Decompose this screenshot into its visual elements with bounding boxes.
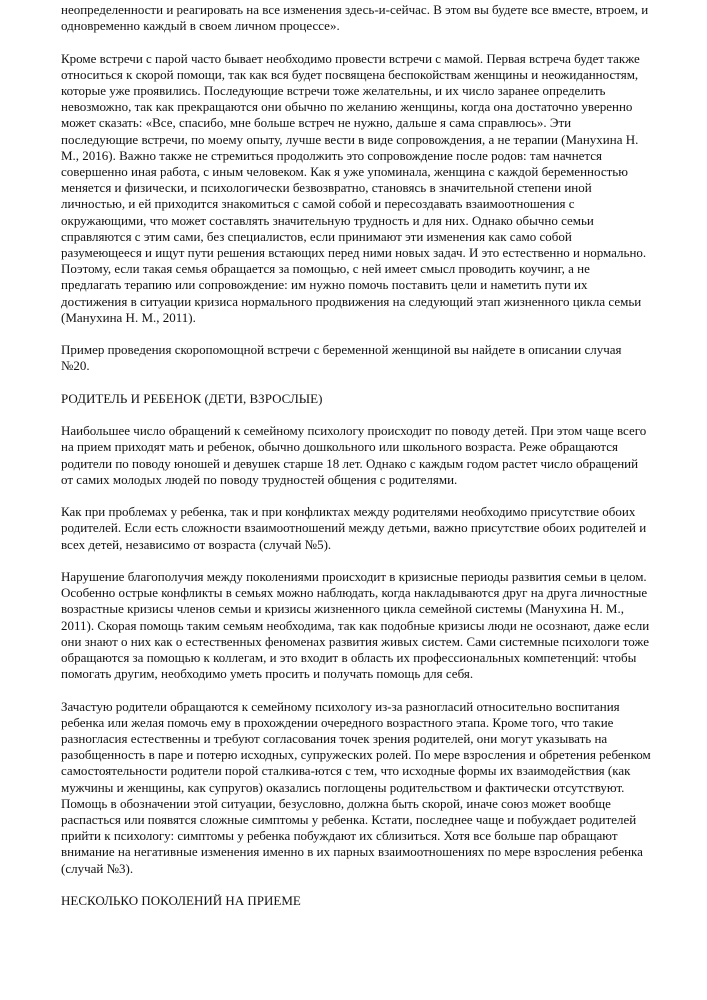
- paragraph-generational-crisis: Нарушение благополучия между поколениями происходит в кризисные периоды развития семьи в целом. Особенно острые конфликты в семьях можно наблюдать, когда накладываются друг на друга личностные возрастные кризисы членов семьи и кризисы жизненного цикла семейной системы (Манухина Н. М., 2011). Скорая помощь таким семьям необходима, так как подобные кризисы люди не осознают, даже если они знают о них как о естественных феноменах развития живых систем. Сами системные психологи тоже обращаются за помощью к коллегам, и это входит в область их профессиональных компетенций: чтобы помогать другим, необходимо уметь просить и получать помощь для себя.: [61, 569, 650, 682]
- paragraph-intro-continuation: неопределенности и реагировать на все изменения здесь-и-сейчас. В этом вы будете все вместе, втроем, и одновременно каждый в своем личном процессе».: [61, 2, 649, 34]
- paragraph-case-reference: Пример проведения скоропомощной встречи с беременной женщиной вы найдете в описании случая №20.: [61, 342, 622, 374]
- paragraph-child-requests: Наибольшее число обращений к семейному психологу происходит по поводу детей. При этом чаще всего на прием приходят мать и ребенок, обычно дошкольного или школьного возраста. Реже обращаются родители по поводу юношей и девушек старше 18 лет. Однако с каждым годом растет число обращений от самих молодых людей по поводу трудностей общения с родителями.: [61, 423, 647, 487]
- paragraph-mother-meetings: Кроме встречи с парой часто бывает необходимо провести встречи с мамой. Первая встреча будет также относиться к скорой помощи, так как вся будет посвящена беспокойствам женщины и неожиданностям, которые уже проявились. Последующие встречи тоже желательны, и их число заранее определить невозможно, так как прекращаются они обычно по желанию женщины, когда она достаточно уверенно может сказать: «Все, спасибо, мне больше встреч не нужно, дальше я сама справлюсь». Эти последующие встречи, по моему опыту, лучше вести в виде сопровождения, а не терапии (Манухина Н. М., 2016). Важно также не стремиться продолжить это сопровождение после родов: там начнется совершенно иная работа, с иным человеком. Как я уже упоминала, женщина с каждой беременностью меняется и физически, и психологически безвозвратно, становясь в значительной степени иной личностью, и ей приходится знакомиться с самой собой и пересоздавать взаимоотношения с окружающими, что может составлять значительную трудность и для них. Однако обычно семьи справляются с этим сами, без специалистов, если принимают эти изменения как само собой разумеющееся и ищут пути решения встающих перед ними новых задач. И это естественно и нормально. Поэтому, если такая семья обращается за помощью, с ней имеет смысл проводить коучинг, а не предлагать терапию или сопровождение: им нужно помочь поставить цели и наметить пути их достижения в ситуации кризиса нормального продвижения на следующий этап жизненного цикла семьи (Манухина Н. М., 2011).: [61, 50, 647, 325]
- document-page: [61, 2, 651, 925]
- section-heading-parent-child: РОДИТЕЛЬ И РЕБЕНОК (ДЕТИ, ВЗРОСЛЫЕ): [61, 390, 323, 406]
- paragraph-parenting-disagreements: Зачастую родители обращаются к семейному психологу из-за разногласий относительно воспитания ребенка или желая помочь ему в прохождении очередного возрастного этапа. Кроме того, что такие разногласия естественны и требуют согласования точек зрения родителей, они могут указывать на разобщенность в паре и потерю исходных, супружеских ролей. По мере взросления и обретения ребенком самостоятельности родители порой сталкива-ются с тем, что исходные формы их взаимодействия (как мужчины и женщины, как супругов) оказались поглощены родительством и фактически отсутствуют. Помощь в обозначении этой ситуации, безусловно, должна быть скорой, иначе союз может вообще распасться или появятся сложные симптомы у ребенка. Кстати, последнее чаще и побуждает родителей прийти к психологу: симптомы у ребенка побуждают их сблизиться. Хотя все больше пар обращают внимание на негативные изменения именно в их парных взаимоотношениях по мере взросления ребенка (случай №3).: [61, 698, 651, 876]
- section-heading-generations: НЕСКОЛЬКО ПОКОЛЕНИЙ НА ПРИЕМЕ: [61, 893, 301, 909]
- paragraph-both-parents: Как при проблемах у ребенка, так и при конфликтах между родителями необходимо присутствие обоих родителей. Если есть сложности взаимоотношений между детьми, важно присутствие обоих родителей и всех детей, независимо от возраста (случай №5).: [61, 504, 647, 552]
